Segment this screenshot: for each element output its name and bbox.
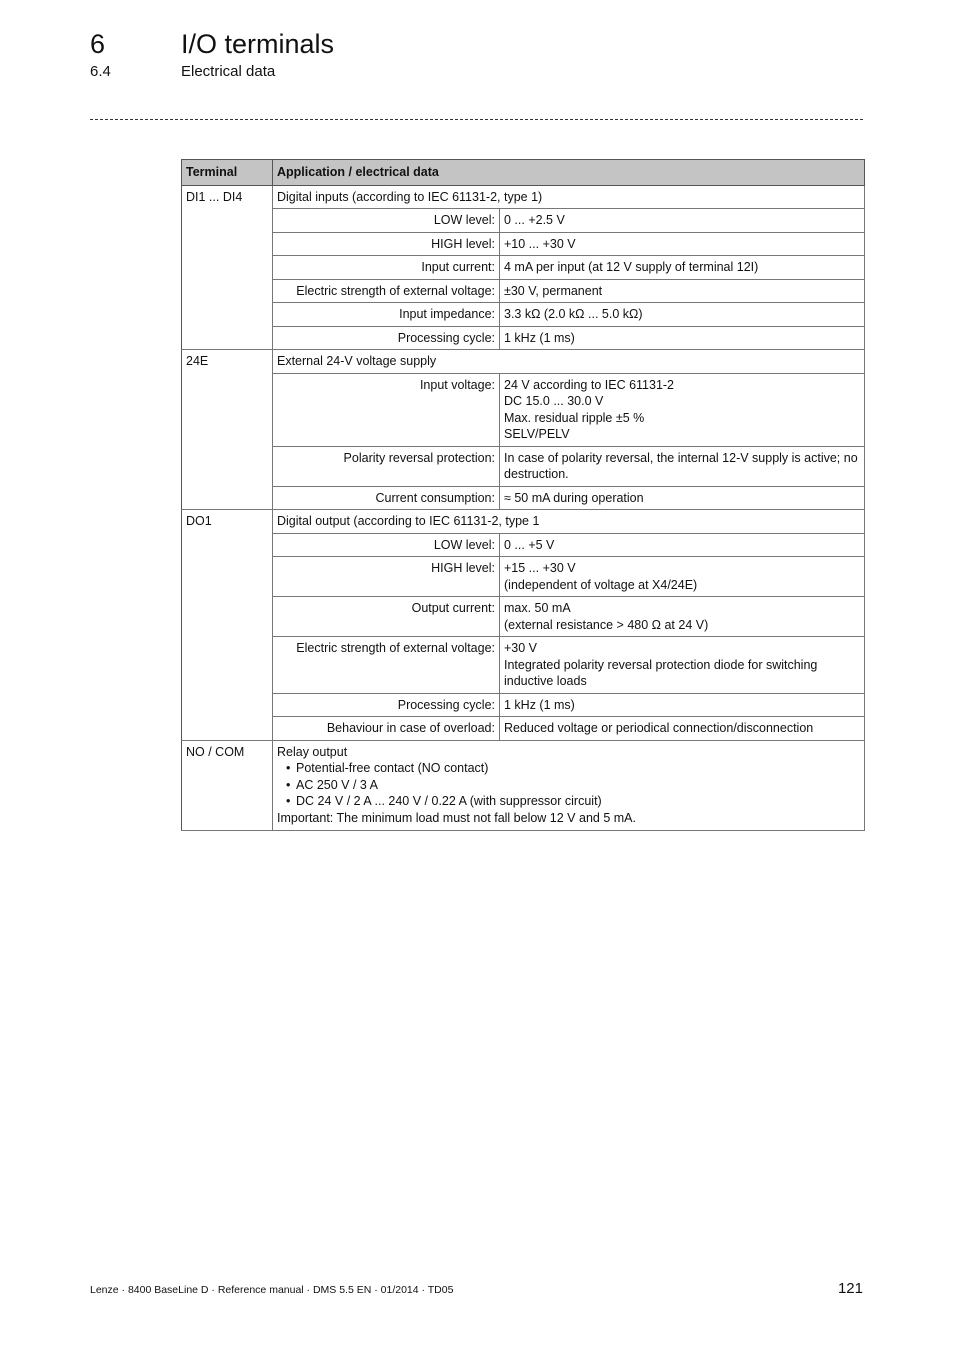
table-row [182, 185, 865, 209]
table-row [182, 557, 865, 597]
chapter-title: I/O terminals [181, 29, 335, 59]
relay-title: Relay output [277, 744, 348, 759]
list-item: • Potential-free contact (NO contact) [286, 760, 860, 777]
relay-bullet-list [286, 760, 860, 810]
parameter-label: HIGH level: [273, 232, 500, 256]
value-line: ≈ 50 mA during operation [504, 490, 644, 505]
header-application: Application / electrical data [273, 160, 865, 186]
table-row [182, 446, 865, 486]
terminal-cell: NO / COM [182, 740, 273, 831]
table-row [182, 740, 865, 831]
table-row [182, 303, 865, 327]
parameter-label: Current consumption: [273, 486, 500, 510]
table-row [182, 597, 865, 637]
parameter-value [500, 597, 865, 637]
table-body [182, 185, 865, 831]
terminal-cell: DI1 ... DI4 [182, 185, 273, 350]
parameter-label: Electric strength of external voltage: [273, 279, 500, 303]
parameter-value [500, 303, 865, 327]
table-row [182, 486, 865, 510]
parameter-label: Output current: [273, 597, 500, 637]
parameter-value [500, 232, 865, 256]
parameter-value [500, 533, 865, 557]
value-line: 0 ... +2.5 V [504, 213, 565, 227]
list-item: • AC 250 V / 3 A [286, 777, 860, 794]
footer-document-info: Lenze · 8400 BaseLine D · Reference manual · DMS 5.5 EN · 01/2014 · TD05 [90, 1284, 454, 1296]
table-row [182, 510, 865, 534]
value-line: In case of polarity reversal, the internal 12-V supply is active; no destruction. [504, 450, 858, 481]
table-row [182, 279, 865, 303]
parameter-value [500, 256, 865, 280]
table-row [182, 533, 865, 557]
value-line: Max. residual ripple ±5 % [504, 410, 645, 425]
table-row [182, 209, 865, 233]
parameter-label: Input current: [273, 256, 500, 280]
section-number: 6.4 [90, 63, 111, 80]
value-line: +15 ... +30 V [504, 561, 576, 575]
parameter-value [500, 693, 865, 717]
value-line: 1 kHz (1 ms) [504, 330, 575, 345]
parameter-value [500, 279, 865, 303]
parameter-label: Processing cycle: [273, 693, 500, 717]
parameter-value [500, 557, 865, 597]
parameter-label: Polarity reversal protection: [273, 446, 500, 486]
table-header-row [182, 160, 865, 186]
value-line: 0 ... +5 V [504, 537, 555, 552]
value-line: ±30 V, permanent [504, 283, 603, 298]
parameter-label: Input impedance: [273, 303, 500, 327]
table-row [182, 326, 865, 350]
electrical-data-table [181, 159, 865, 831]
chapter-number: 6 [90, 29, 106, 59]
parameter-label: Processing cycle: [273, 326, 500, 350]
parameter-label: Electric strength of external voltage: [273, 637, 500, 694]
value-line: 24 V according to IEC 61131-2 [504, 377, 675, 392]
parameter-value [500, 717, 865, 741]
value-line: Integrated polarity reversal protection diode for switching inductive loads [504, 657, 818, 688]
group-description: Digital inputs (according to IEC 61131-2, type 1) [273, 185, 865, 209]
value-line: 4 mA per input (at 12 V supply of terminal 12I) [504, 260, 759, 274]
value-line: +10 ... +30 V [504, 236, 576, 251]
value-line: 1 kHz (1 ms) [504, 697, 575, 712]
parameter-label: HIGH level: [273, 557, 500, 597]
page-number: 121 [837, 1280, 863, 1297]
value-line: +30 V [504, 641, 538, 655]
terminal-cell: DO1 [182, 510, 273, 741]
relay-note: Important: The minimum load must not fall below 12 V and 5 mA. [277, 810, 636, 825]
parameter-value [500, 326, 865, 350]
table-row [182, 637, 865, 694]
group-description: Digital output (according to IEC 61131-2, type 1 [273, 510, 865, 534]
table-row [182, 717, 865, 741]
table-row [182, 232, 865, 256]
terminal-cell: 24E [182, 350, 273, 510]
value-line: DC 15.0 ... 30.0 V [504, 394, 604, 408]
value-line: (independent of voltage at X4/24E) [504, 577, 698, 592]
value-line: SELV/PELV [504, 427, 570, 441]
value-line: (external resistance > 480 Ω at 24 V) [504, 617, 709, 632]
group-description: External 24-V voltage supply [273, 350, 865, 374]
parameter-value [500, 446, 865, 486]
parameter-label: LOW level: [273, 533, 500, 557]
parameter-label: Input voltage: [273, 373, 500, 446]
table-row [182, 693, 865, 717]
list-item: • DC 24 V / 2 A ... 240 V / 0.22 A (with suppressor circuit) [286, 793, 860, 810]
table-row [182, 256, 865, 280]
parameter-value [500, 209, 865, 233]
parameter-value [500, 373, 865, 446]
parameter-value [500, 486, 865, 510]
value-line: Reduced voltage or periodical connection/disconnection [504, 721, 814, 735]
header-divider [90, 119, 863, 120]
section-title: Electrical data [181, 63, 276, 80]
table-row [182, 350, 865, 374]
relay-description [273, 740, 865, 831]
value-line: 3.3 kΩ (2.0 kΩ ... 5.0 kΩ) [504, 307, 643, 321]
parameter-value [500, 637, 865, 694]
parameter-label: Behaviour in case of overload: [273, 717, 500, 741]
table-row [182, 373, 865, 446]
header-terminal: Terminal [182, 160, 273, 186]
value-line: max. 50 mA [504, 601, 571, 615]
parameter-label: LOW level: [273, 209, 500, 233]
